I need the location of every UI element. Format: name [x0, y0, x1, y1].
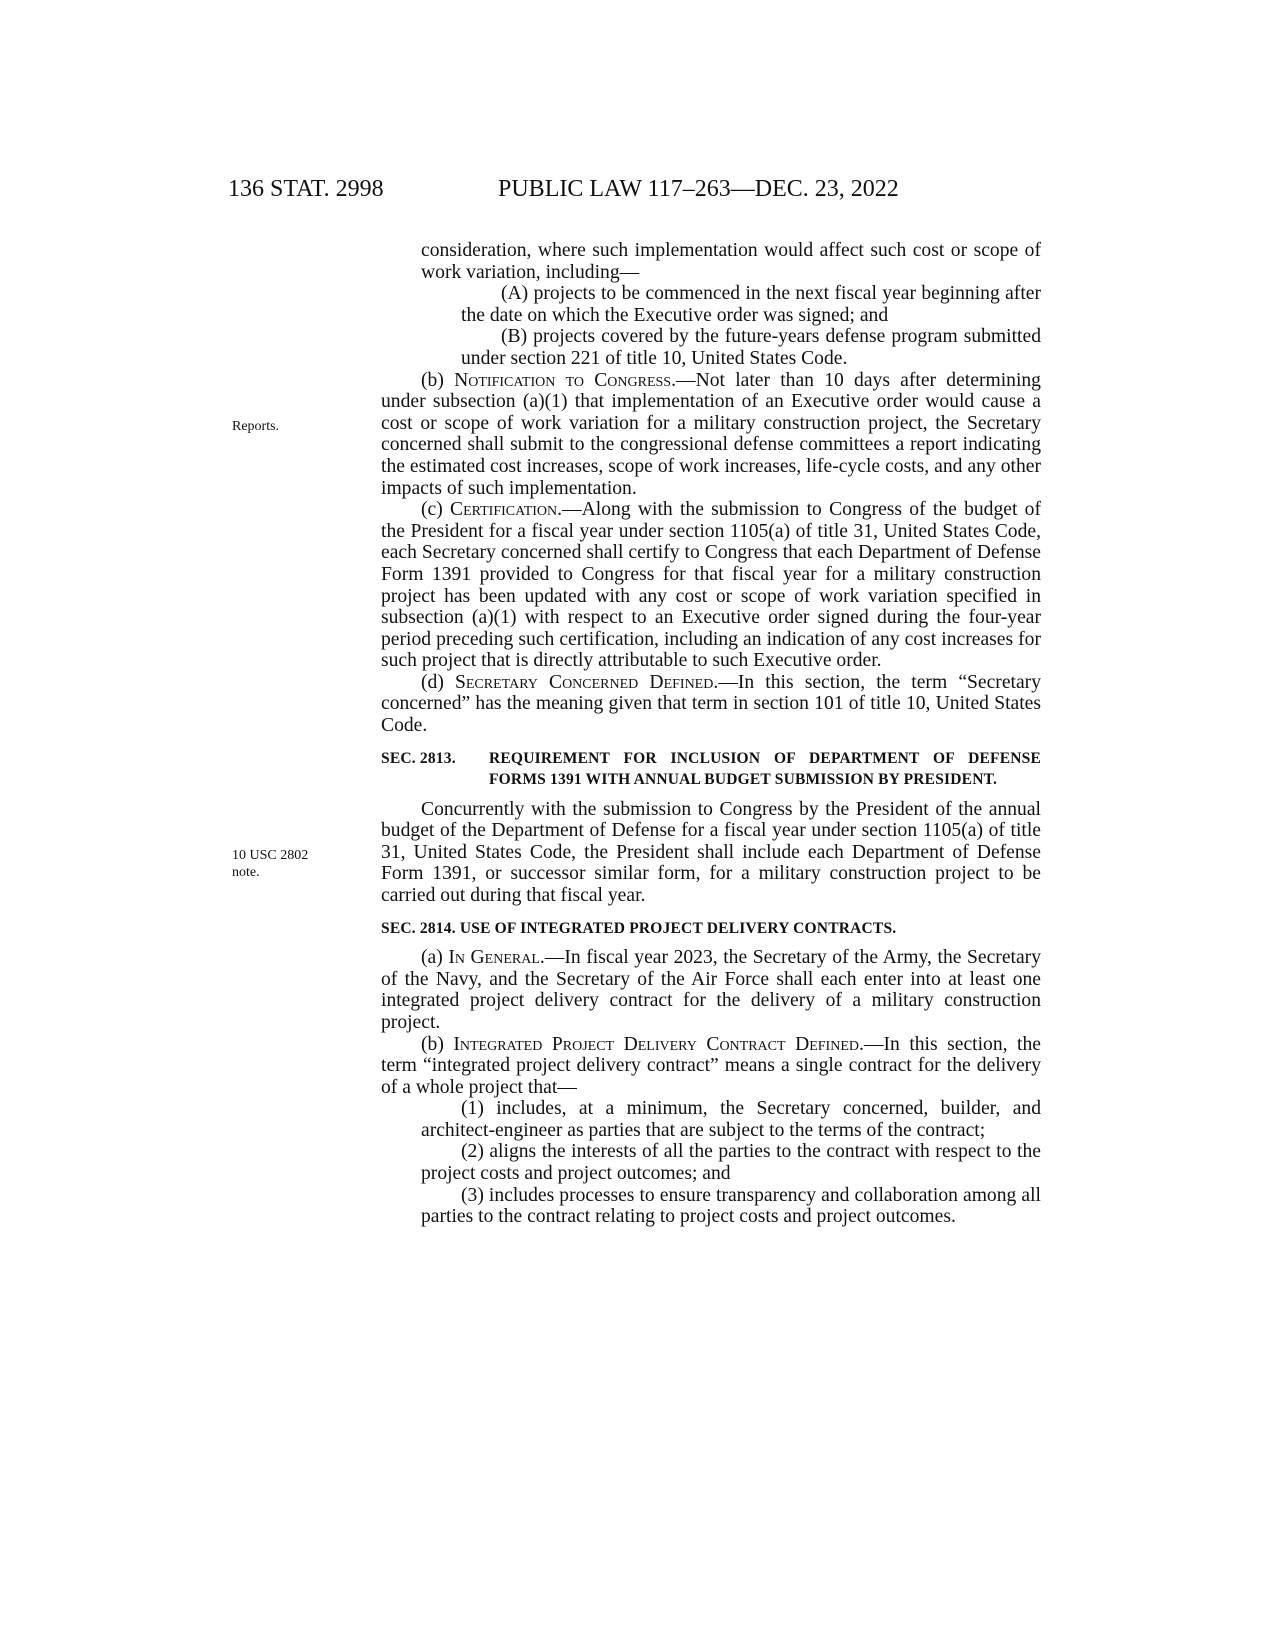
subsection-b-notification: [381, 370, 1041, 500]
section-2814-b-text: —In this section, the term “integrated project delivery contract” means a single contract for the delivery of a whole project that—: [381, 1033, 1041, 1098]
section-2814-subsection-b: [381, 1034, 1041, 1099]
section-2814-a-text: —In fiscal year 2023, the Secretary of the Army, the Secretary of the Navy, and the Secretary of the Air Force shall each enter into at least one integrated project delivery contract for the delivery of a military construction project.: [381, 947, 1041, 1033]
margin-note-reports: Reports.: [232, 419, 280, 434]
section-2814-heading: SEC. 2814. USE OF INTEGRATED PROJECT DELIVERY CONTRACTS.: [381, 919, 897, 937]
subsection-b-label: (b): [421, 369, 455, 391]
margin-note-usc: [232, 847, 342, 881]
section-2814-paragraph-2: (2) aligns the interests of all the parties to the contract with respect to the project costs and project outcomes; and: [421, 1141, 1041, 1185]
section-2814-b-label: (b): [421, 1033, 454, 1055]
subparagraph-b: (B) projects covered by the future-years defense program submitted under section 221 of title 10, United States Code.: [461, 326, 1041, 369]
section-2813-heading: [381, 748, 1041, 791]
subsection-c-text: —Along with the submission to Congress of the budget of the President for a fiscal year under section 1105(a) of title 31, United States Code, each Secretary concerned shall certify to Congress that each Department of Defense Form 1391 provided to Congress for that fiscal year for a military construction project has been updated with any cost or scope of work variation specified in subsection (a)(1) with respect to an Executive order signed during the four-year period preceding such certification, including an indication of any cost increases for such project that is directly attributable to such Executive order.: [381, 499, 1041, 672]
subsection-d-definition: [381, 672, 1041, 737]
subsection-c-certification: [381, 499, 1041, 672]
section-2813-title: REQUIREMENT FOR INCLUSION OF DEPARTMENT OF DEFENSE FORMS 1391 WITH ANNUAL BUDGET SUBMISSION BY PRESIDENT.: [489, 749, 1041, 789]
subsection-d-text: —In this section, the term “Secretary concerned” has the meaning given that term in section 101 of title 10, United States Code.: [381, 671, 1041, 737]
stat-page-number: 136 STAT. 2998: [228, 176, 384, 202]
margin-note-usc-line2: note.: [232, 865, 260, 880]
subsection-b-text: —Not later than 10 days after determining under subsection (a)(1) that implementation of an Executive order would cause a cost or scope of work variation for a military construction project, the Secretary concerned shall submit to the congressional defense committees a report indicating the estimated cost increases, scope of work increases, life-cycle costs, and any other impacts of such implementation.: [381, 369, 1041, 499]
subsection-d-label: (d): [421, 671, 455, 693]
section-2814-a-label: (a): [421, 947, 449, 969]
section-2814-paragraph-3: (3) includes processes to ensure transparency and collaboration among all parties to the contract relating to project costs and project outcomes.: [421, 1184, 1041, 1228]
section-2814-paragraph-1: (1) includes, at a minimum, the Secretary concerned, builder, and architect-engineer as parties that are subject to the terms of the contract;: [421, 1098, 1041, 1141]
subparagraph-a: (A) projects to be commenced in the next fiscal year beginning after the date on which the Executive order was signed; and: [461, 283, 1041, 326]
section-2814-subsection-a: [381, 947, 1041, 1033]
section-2813-number: SEC. 2813.: [381, 749, 456, 767]
page-header: [228, 176, 1028, 210]
subsection-b-heading: Notification to Congress.: [454, 369, 676, 391]
margin-note-usc-line1: 10 USC 2802: [232, 848, 309, 863]
subsection-c-heading: Certification.: [450, 499, 563, 521]
continued-paragraph: consideration, where such implementation would affect such cost or scope of work variation, including—: [421, 240, 1041, 283]
subsection-c-label: (c): [421, 499, 451, 521]
subsection-d-heading: Secretary Concerned Defined.: [454, 671, 719, 693]
public-law-title: PUBLIC LAW 117–263—DEC. 23, 2022: [498, 176, 899, 202]
section-2814-b-heading: Integrated Project Delivery Contract Defined.: [453, 1033, 864, 1055]
body-text-column: [381, 240, 1041, 1228]
section-2813-text: Concurrently with the submission to Congress by the President of the annual budget of the Department of Defense for a fiscal year under section 1105(a) of title 31, United States Code, the President shall include each Department of Defense Form 1391, or successor similar form, for a military construction project to be carried out during that fiscal year.: [381, 798, 1041, 907]
section-2814-a-heading: In General.: [448, 947, 545, 969]
